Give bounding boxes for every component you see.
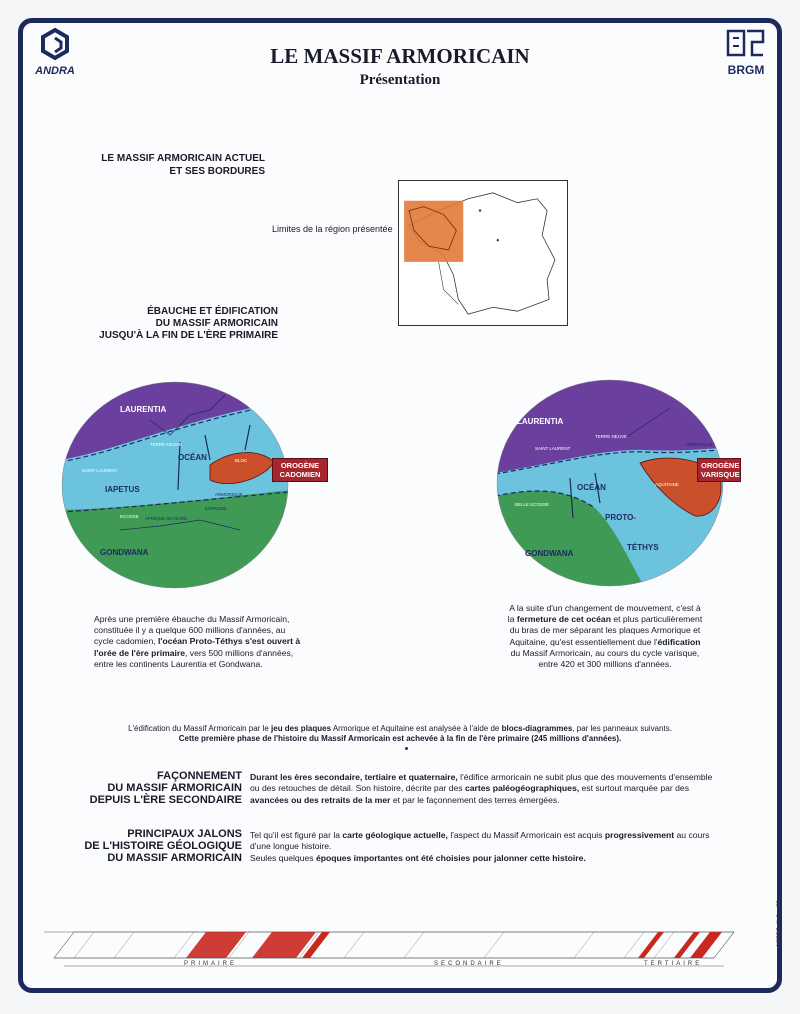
- text-run: et plus particulièrement du bras de mer séparant les plaques Armorique et Aquitaine, qu'est essentiellement due l': [509, 614, 703, 647]
- text-run-bold: édification: [657, 636, 701, 647]
- text-run: est surtout marquée par des: [581, 783, 689, 794]
- text-run-bold: l'océan Proto-Téthys s'est ouvert à l'orée de l'ère primaire: [94, 636, 301, 658]
- orogen-line: OROGÈNE: [701, 461, 740, 470]
- page-title: LE MASSIF ARMORICAIN: [270, 44, 530, 68]
- text-run-bold: Durant les ères secondaire, tertiaire et quaternaire,: [250, 772, 458, 782]
- orogen-line: CADOMIEN: [279, 470, 321, 479]
- page-subtitle: Présentation: [359, 72, 441, 88]
- label-bloc: BLOC: [235, 458, 248, 463]
- intro-line-1: [0, 724, 800, 733]
- orogen-variscan-label: [697, 458, 741, 482]
- label-belle-ecosse: BELLE ECOSSE: [515, 502, 550, 507]
- jalons-text: [250, 830, 720, 864]
- text-run-bold: cartes paléogéographiques,: [464, 783, 580, 794]
- text-run: au cours d'une longue histoire.: [250, 830, 710, 852]
- label-gondwana: GONDWANA: [100, 548, 149, 557]
- text-run: et par le façonnement des terres émergées.: [392, 794, 560, 805]
- faconnement-text: [250, 772, 720, 806]
- label-iapetus: IAPETUS: [105, 485, 140, 494]
- text-run-bold: blocs-diagrammes: [501, 724, 573, 733]
- text-run: Armorique et Aquitaine est analysée à l'aide de: [332, 724, 500, 733]
- label-saint-laurent: SAINT LAURENT: [82, 468, 118, 473]
- publisher-credit: SCOPE S.A. · 81: [776, 900, 782, 947]
- label-laurentia: LAURENTIA: [517, 417, 564, 426]
- label-proto: PROTO-: [605, 513, 636, 522]
- text-run-bold: progressivement: [604, 830, 675, 840]
- section-current-massif-heading: [60, 152, 265, 178]
- label-armorique: ARMORIQUE: [685, 442, 713, 447]
- text-run: du Massif Armoricain, au cours du cycle varisque, entre 420 et 300 millions d'années.: [510, 647, 700, 670]
- text-run-bold: jeu des plaques: [271, 724, 332, 733]
- label-laurentia: LAURENTIA: [120, 405, 167, 414]
- label-armorique: ARMORIQUE: [215, 492, 243, 497]
- label-saint-laurent: SAINT LAURENT: [535, 446, 571, 451]
- label-ecosse: ECOSSE: [120, 514, 139, 519]
- heading-line: DE L'HISTOIRE GÉOLOGIQUE: [84, 840, 242, 852]
- heading-line: DU MASSIF ARMORICAIN: [155, 318, 278, 329]
- text-run: Tel qu'il est figuré par la: [250, 830, 341, 840]
- era-secondaire: SECONDAIRE: [434, 961, 504, 967]
- brgm-logo-text: BRGM: [727, 63, 765, 77]
- text-run-bold: avancées ou des retraits de la mer: [250, 794, 391, 805]
- paragraph-variscan: [505, 603, 705, 670]
- heading-line: ÉBAUCHE ET ÉDIFICATION: [147, 306, 278, 317]
- era-primaire: PRIMAIRE: [184, 961, 238, 967]
- era-tertiaire: TERTIAIRE: [644, 961, 703, 967]
- heading-line: ET SES BORDURES: [169, 166, 265, 177]
- heading-line: LE MASSIF ARMORICAIN ACTUEL: [101, 153, 265, 164]
- label-espagne: ESPAGNE: [205, 506, 227, 511]
- jalons-heading: [60, 828, 242, 864]
- label-ocean: OCÉAN: [178, 453, 207, 462]
- heading-line: JUSQU'À LA FIN DE L'ÈRE PRIMAIRE: [99, 330, 278, 341]
- intro-line-2: Cette première phase de l'histoire du Massif Armoricain est achevée à la fin de l'ère primaire (245 millions d'années).: [178, 734, 622, 743]
- andra-logo-text: ANDRA: [35, 65, 75, 77]
- orogenic-phases: [186, 932, 722, 958]
- timeline-svg: [34, 918, 766, 974]
- label-aquitaine: AQUITAINE: [655, 482, 679, 487]
- text-run: Seules quelques: [250, 852, 314, 863]
- text-run-bold: fermeture de cet océan: [516, 614, 611, 625]
- text-run: , vers 500 millions d'années, entre les continents Laurentia et Gondwana.: [94, 647, 294, 669]
- section-building-heading: [60, 306, 278, 342]
- globe-variscan: [495, 378, 725, 588]
- text-run: l'aspect du Massif Armoricain est acquis: [450, 830, 603, 840]
- text-run: l'édifice armoricain ne subit plus que des mouvements d'ensemble ou des retouches de détail. Son histoire, décrite par des: [250, 772, 713, 794]
- label-terre-neuve: TERRE NEUVE: [150, 442, 183, 447]
- heading-line: DEPUIS L'ÈRE SECONDAIRE: [89, 794, 242, 806]
- text-run: , par les panneaux suivants.: [572, 724, 672, 733]
- heading-line: DU MASSIF ARMORICAIN: [107, 852, 242, 864]
- geologic-timeline: [34, 918, 766, 974]
- orogen-line: VARISQUE: [701, 470, 740, 479]
- map-caption: Limites de la région présentée: [272, 224, 393, 234]
- paragraph-cadomian: [94, 614, 304, 670]
- text-run: A la suite d'un changement de mouvement, c'est à la: [507, 603, 701, 625]
- label-terre-neuve: TERRE NEUVE: [595, 434, 628, 439]
- label-afrique: AFRIQUE DU NORD: [145, 516, 188, 521]
- orogen-line: OROGÈNE: [280, 461, 320, 470]
- label-ocean: OCÉAN: [577, 483, 606, 492]
- heading-line: DU MASSIF ARMORICAIN: [107, 782, 242, 794]
- text-run: Après une première ébauche du Massif Armoricain, constituée il y a quelque 600 millions d'années, au cycle cadomien,: [94, 614, 290, 647]
- faconnement-heading: [60, 770, 242, 806]
- orogen-cadomian-label: [272, 458, 328, 482]
- heading-line: PRINCIPAUX JALONS: [127, 828, 242, 840]
- heading-line: FAÇONNEMENT: [157, 770, 242, 782]
- label-gondwana: GONDWANA: [525, 549, 574, 558]
- globe-cadomian: [60, 380, 290, 590]
- text-run: L'édification du Massif Armoricain par le: [128, 724, 269, 733]
- text-run-bold: carte géologique actuelle,: [342, 830, 448, 840]
- france-location-map: [398, 180, 568, 326]
- text-run-bold: époques importantes ont été choisies pour jalonner cette histoire.: [315, 852, 586, 863]
- label-tethys: TÉTHYS: [627, 543, 659, 552]
- france-map-svg: [399, 181, 567, 325]
- bullet-dot: [405, 747, 408, 750]
